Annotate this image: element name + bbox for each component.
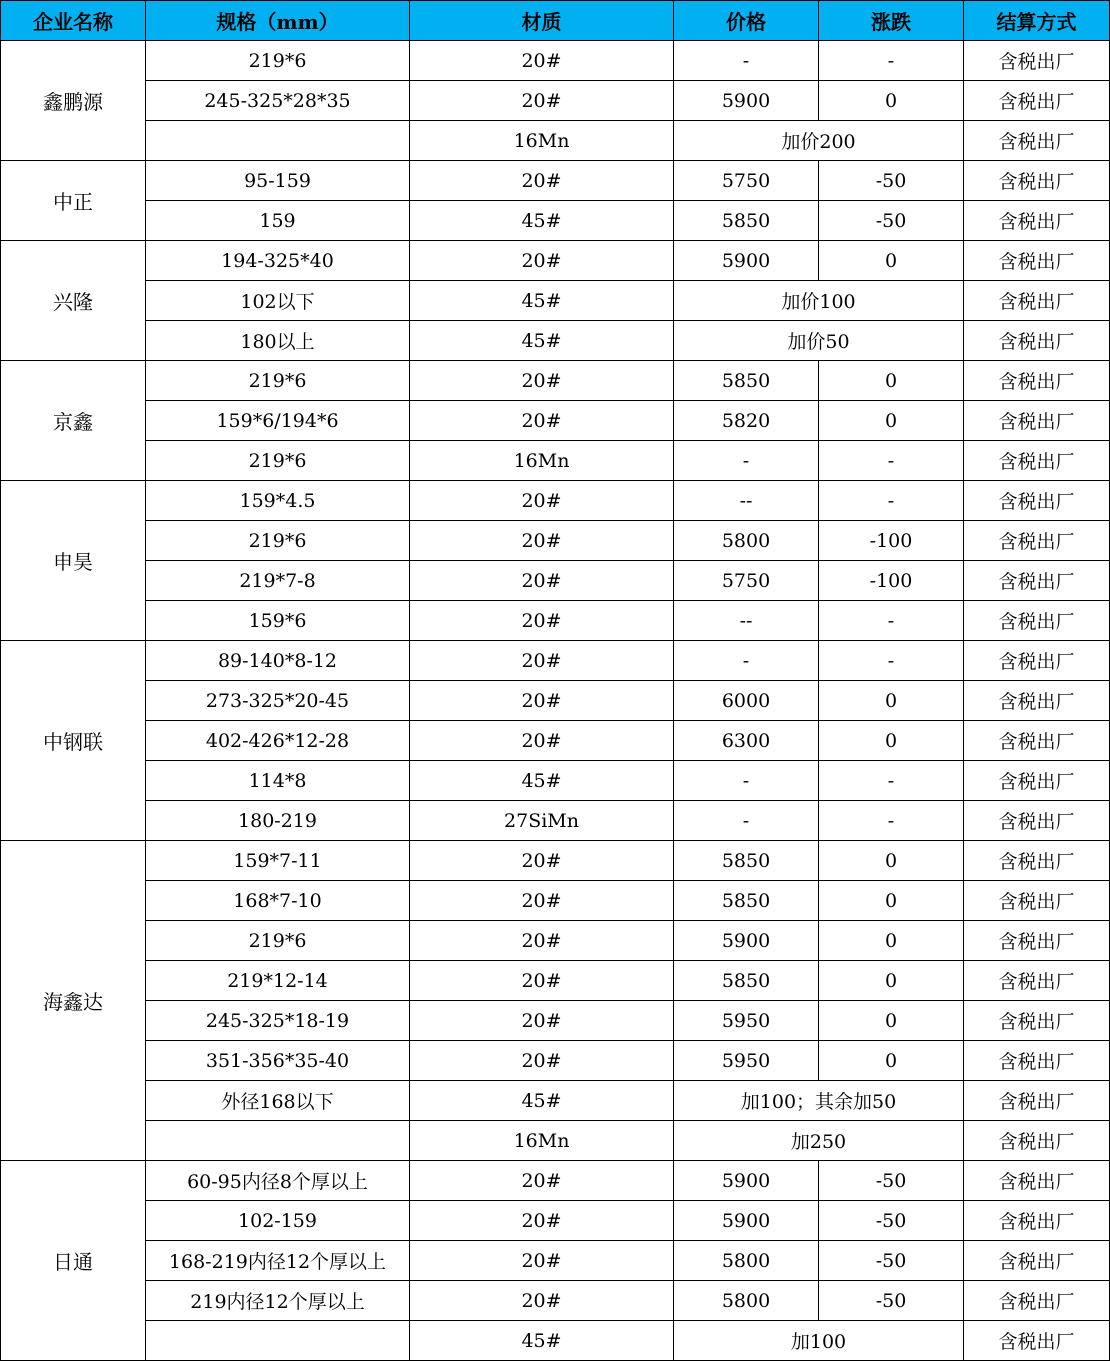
price-cell: 5850 bbox=[674, 961, 819, 1001]
header-change: 涨跌 bbox=[819, 1, 964, 41]
price-cell: 5850 bbox=[674, 201, 819, 241]
price-cell: 5950 bbox=[674, 1041, 819, 1081]
material-cell: 20# bbox=[410, 401, 674, 441]
table-row bbox=[1, 241, 1110, 281]
table-row bbox=[1, 801, 1110, 841]
price-note-cell: 加价50 bbox=[674, 321, 964, 361]
table-row bbox=[1, 561, 1110, 601]
table-row bbox=[1, 1041, 1110, 1081]
table-row bbox=[1, 401, 1110, 441]
price-cell: - bbox=[674, 41, 819, 81]
spec-cell: 159*4.5 bbox=[146, 481, 410, 521]
settlement-cell: 含税出厂 bbox=[964, 601, 1110, 641]
change-cell: 0 bbox=[819, 721, 964, 761]
spec-cell: 180-219 bbox=[146, 801, 410, 841]
table-row bbox=[1, 681, 1110, 721]
table-row bbox=[1, 161, 1110, 201]
spec-cell: 102-159 bbox=[146, 1201, 410, 1241]
material-cell: 16Mn bbox=[410, 1121, 674, 1161]
table-row bbox=[1, 1001, 1110, 1041]
company-cell: 兴隆 bbox=[1, 241, 146, 361]
table-row bbox=[1, 201, 1110, 241]
settlement-cell: 含税出厂 bbox=[964, 1241, 1110, 1281]
header-row bbox=[1, 1, 1110, 41]
material-cell: 20# bbox=[410, 921, 674, 961]
change-cell: 0 bbox=[819, 921, 964, 961]
company-cell: 日通 bbox=[1, 1161, 146, 1361]
company-cell: 中钢联 bbox=[1, 641, 146, 841]
settlement-cell: 含税出厂 bbox=[964, 801, 1110, 841]
table-row bbox=[1, 1161, 1110, 1201]
spec-cell: 219*6 bbox=[146, 921, 410, 961]
table-row bbox=[1, 761, 1110, 801]
spec-cell: 219*12-14 bbox=[146, 961, 410, 1001]
settlement-cell: 含税出厂 bbox=[964, 281, 1110, 321]
table-row bbox=[1, 441, 1110, 481]
price-cell: 5800 bbox=[674, 1281, 819, 1321]
price-cell: 5750 bbox=[674, 161, 819, 201]
spec-cell: 159 bbox=[146, 201, 410, 241]
settlement-cell: 含税出厂 bbox=[964, 1001, 1110, 1041]
settlement-cell: 含税出厂 bbox=[964, 1041, 1110, 1081]
change-cell: - bbox=[819, 41, 964, 81]
settlement-cell: 含税出厂 bbox=[964, 41, 1110, 81]
material-cell: 45# bbox=[410, 1321, 674, 1361]
material-cell: 20# bbox=[410, 641, 674, 681]
price-cell: 5850 bbox=[674, 841, 819, 881]
settlement-cell: 含税出厂 bbox=[964, 641, 1110, 681]
material-cell: 20# bbox=[410, 481, 674, 521]
table-row bbox=[1, 1201, 1110, 1241]
change-cell: 0 bbox=[819, 841, 964, 881]
spec-cell: 外径168以下 bbox=[146, 1081, 410, 1121]
change-cell: - bbox=[819, 641, 964, 681]
price-cell: 6300 bbox=[674, 721, 819, 761]
spec-cell: 219*6 bbox=[146, 441, 410, 481]
change-cell: 0 bbox=[819, 881, 964, 921]
material-cell: 27SiMn bbox=[410, 801, 674, 841]
change-cell: 0 bbox=[819, 1001, 964, 1041]
settlement-cell: 含税出厂 bbox=[964, 1321, 1110, 1361]
material-cell: 45# bbox=[410, 201, 674, 241]
change-cell: - bbox=[819, 601, 964, 641]
material-cell: 45# bbox=[410, 281, 674, 321]
spec-cell: 180以上 bbox=[146, 321, 410, 361]
material-cell: 20# bbox=[410, 561, 674, 601]
settlement-cell: 含税出厂 bbox=[964, 121, 1110, 161]
table-row bbox=[1, 601, 1110, 641]
material-cell: 45# bbox=[410, 1081, 674, 1121]
table-row bbox=[1, 1081, 1110, 1121]
company-cell: 京鑫 bbox=[1, 361, 146, 481]
company-cell: 海鑫达 bbox=[1, 841, 146, 1161]
price-cell: 5750 bbox=[674, 561, 819, 601]
table-row bbox=[1, 841, 1110, 881]
table-row bbox=[1, 1241, 1110, 1281]
spec-cell: 89-140*8-12 bbox=[146, 641, 410, 681]
change-cell: 0 bbox=[819, 681, 964, 721]
table-row bbox=[1, 721, 1110, 761]
price-cell: 5950 bbox=[674, 1001, 819, 1041]
material-cell: 20# bbox=[410, 881, 674, 921]
price-cell: -- bbox=[674, 481, 819, 521]
spec-cell: 168*7-10 bbox=[146, 881, 410, 921]
material-cell: 45# bbox=[410, 761, 674, 801]
spec-cell: 351-356*35-40 bbox=[146, 1041, 410, 1081]
settlement-cell: 含税出厂 bbox=[964, 481, 1110, 521]
material-cell: 20# bbox=[410, 841, 674, 881]
material-cell: 16Mn bbox=[410, 441, 674, 481]
price-cell: 5900 bbox=[674, 1161, 819, 1201]
price-cell: 5800 bbox=[674, 1241, 819, 1281]
settlement-cell: 含税出厂 bbox=[964, 321, 1110, 361]
table-row bbox=[1, 961, 1110, 1001]
company-cell: 申昊 bbox=[1, 481, 146, 641]
spec-cell: 95-159 bbox=[146, 161, 410, 201]
change-cell: -50 bbox=[819, 1281, 964, 1321]
spec-cell: 194-325*40 bbox=[146, 241, 410, 281]
spec-cell: 273-325*20-45 bbox=[146, 681, 410, 721]
spec-cell: 159*6/194*6 bbox=[146, 401, 410, 441]
settlement-cell: 含税出厂 bbox=[964, 961, 1110, 1001]
change-cell: -50 bbox=[819, 1161, 964, 1201]
header-settlement: 结算方式 bbox=[964, 1, 1110, 41]
settlement-cell: 含税出厂 bbox=[964, 1161, 1110, 1201]
spec-cell bbox=[146, 1121, 410, 1161]
spec-cell: 114*8 bbox=[146, 761, 410, 801]
settlement-cell: 含税出厂 bbox=[964, 441, 1110, 481]
material-cell: 20# bbox=[410, 81, 674, 121]
material-cell: 20# bbox=[410, 1281, 674, 1321]
settlement-cell: 含税出厂 bbox=[964, 201, 1110, 241]
material-cell: 20# bbox=[410, 41, 674, 81]
settlement-cell: 含税出厂 bbox=[964, 561, 1110, 601]
settlement-cell: 含税出厂 bbox=[964, 1081, 1110, 1121]
price-cell: 5900 bbox=[674, 921, 819, 961]
material-cell: 20# bbox=[410, 721, 674, 761]
material-cell: 20# bbox=[410, 241, 674, 281]
price-note-cell: 加250 bbox=[674, 1121, 964, 1161]
header-company: 企业名称 bbox=[1, 1, 146, 41]
price-note-cell: 加价200 bbox=[674, 121, 964, 161]
spec-cell bbox=[146, 1321, 410, 1361]
settlement-cell: 含税出厂 bbox=[964, 401, 1110, 441]
spec-cell: 159*7-11 bbox=[146, 841, 410, 881]
settlement-cell: 含税出厂 bbox=[964, 1121, 1110, 1161]
price-cell: - bbox=[674, 761, 819, 801]
settlement-cell: 含税出厂 bbox=[964, 881, 1110, 921]
settlement-cell: 含税出厂 bbox=[964, 361, 1110, 401]
settlement-cell: 含税出厂 bbox=[964, 761, 1110, 801]
material-cell: 20# bbox=[410, 1001, 674, 1041]
change-cell: 0 bbox=[819, 1041, 964, 1081]
table-row bbox=[1, 921, 1110, 961]
spec-cell: 219*6 bbox=[146, 521, 410, 561]
price-cell: 5850 bbox=[674, 361, 819, 401]
change-cell: 0 bbox=[819, 81, 964, 121]
table-row bbox=[1, 281, 1110, 321]
material-cell: 20# bbox=[410, 1241, 674, 1281]
material-cell: 20# bbox=[410, 681, 674, 721]
company-cell: 鑫鹏源 bbox=[1, 41, 146, 161]
price-note-cell: 加100 bbox=[674, 1321, 964, 1361]
change-cell: -100 bbox=[819, 561, 964, 601]
header-material: 材质 bbox=[410, 1, 674, 41]
spec-cell: 159*6 bbox=[146, 601, 410, 641]
change-cell: - bbox=[819, 441, 964, 481]
spec-cell: 245-325*28*35 bbox=[146, 81, 410, 121]
spec-cell: 402-426*12-28 bbox=[146, 721, 410, 761]
table-row bbox=[1, 121, 1110, 161]
spec-cell bbox=[146, 121, 410, 161]
change-cell: 0 bbox=[819, 241, 964, 281]
change-cell: -100 bbox=[819, 521, 964, 561]
table-row bbox=[1, 641, 1110, 681]
change-cell: - bbox=[819, 801, 964, 841]
table-row bbox=[1, 881, 1110, 921]
spec-cell: 219*7-8 bbox=[146, 561, 410, 601]
material-cell: 45# bbox=[410, 321, 674, 361]
price-cell: 5900 bbox=[674, 241, 819, 281]
change-cell: -50 bbox=[819, 1201, 964, 1241]
price-cell: 5820 bbox=[674, 401, 819, 441]
spec-cell: 102以下 bbox=[146, 281, 410, 321]
price-cell: 5900 bbox=[674, 81, 819, 121]
material-cell: 20# bbox=[410, 961, 674, 1001]
table-row bbox=[1, 1321, 1110, 1361]
price-note-cell: 加价100 bbox=[674, 281, 964, 321]
price-cell: -- bbox=[674, 601, 819, 641]
settlement-cell: 含税出厂 bbox=[964, 81, 1110, 121]
settlement-cell: 含税出厂 bbox=[964, 681, 1110, 721]
settlement-cell: 含税出厂 bbox=[964, 721, 1110, 761]
material-cell: 20# bbox=[410, 521, 674, 561]
table-row bbox=[1, 1281, 1110, 1321]
change-cell: -50 bbox=[819, 201, 964, 241]
price-cell: - bbox=[674, 441, 819, 481]
header-price: 价格 bbox=[674, 1, 819, 41]
settlement-cell: 含税出厂 bbox=[964, 1281, 1110, 1321]
table-row bbox=[1, 321, 1110, 361]
spec-cell: 219*6 bbox=[146, 41, 410, 81]
table-row bbox=[1, 481, 1110, 521]
table-row bbox=[1, 41, 1110, 81]
spec-cell: 60-95内径8个厚以上 bbox=[146, 1161, 410, 1201]
change-cell: - bbox=[819, 761, 964, 801]
change-cell: 0 bbox=[819, 961, 964, 1001]
table-row bbox=[1, 361, 1110, 401]
company-cell: 中正 bbox=[1, 161, 146, 241]
settlement-cell: 含税出厂 bbox=[964, 841, 1110, 881]
settlement-cell: 含税出厂 bbox=[964, 161, 1110, 201]
settlement-cell: 含税出厂 bbox=[964, 241, 1110, 281]
price-note-cell: 加100；其余加50 bbox=[674, 1081, 964, 1121]
change-cell: 0 bbox=[819, 361, 964, 401]
table-row bbox=[1, 81, 1110, 121]
settlement-cell: 含税出厂 bbox=[964, 521, 1110, 561]
price-cell: 5850 bbox=[674, 881, 819, 921]
spec-cell: 219内径12个厚以上 bbox=[146, 1281, 410, 1321]
material-cell: 20# bbox=[410, 1161, 674, 1201]
table-row bbox=[1, 1121, 1110, 1161]
spec-cell: 245-325*18-19 bbox=[146, 1001, 410, 1041]
settlement-cell: 含税出厂 bbox=[964, 921, 1110, 961]
price-cell: 5900 bbox=[674, 1201, 819, 1241]
spec-cell: 168-219内径12个厚以上 bbox=[146, 1241, 410, 1281]
price-cell: 6000 bbox=[674, 681, 819, 721]
material-cell: 20# bbox=[410, 1041, 674, 1081]
table-header bbox=[1, 1, 1110, 41]
header-spec: 规格（mm） bbox=[146, 1, 410, 41]
change-cell: -50 bbox=[819, 161, 964, 201]
price-cell: 5800 bbox=[674, 521, 819, 561]
change-cell: 0 bbox=[819, 401, 964, 441]
change-cell: - bbox=[819, 481, 964, 521]
material-cell: 20# bbox=[410, 1201, 674, 1241]
table-row bbox=[1, 521, 1110, 561]
change-cell: -50 bbox=[819, 1241, 964, 1281]
material-cell: 20# bbox=[410, 161, 674, 201]
material-cell: 20# bbox=[410, 361, 674, 401]
settlement-cell: 含税出厂 bbox=[964, 1201, 1110, 1241]
material-cell: 20# bbox=[410, 601, 674, 641]
price-cell: - bbox=[674, 801, 819, 841]
spec-cell: 219*6 bbox=[146, 361, 410, 401]
table-body bbox=[1, 41, 1110, 1361]
price-cell: - bbox=[674, 641, 819, 681]
material-cell: 16Mn bbox=[410, 121, 674, 161]
